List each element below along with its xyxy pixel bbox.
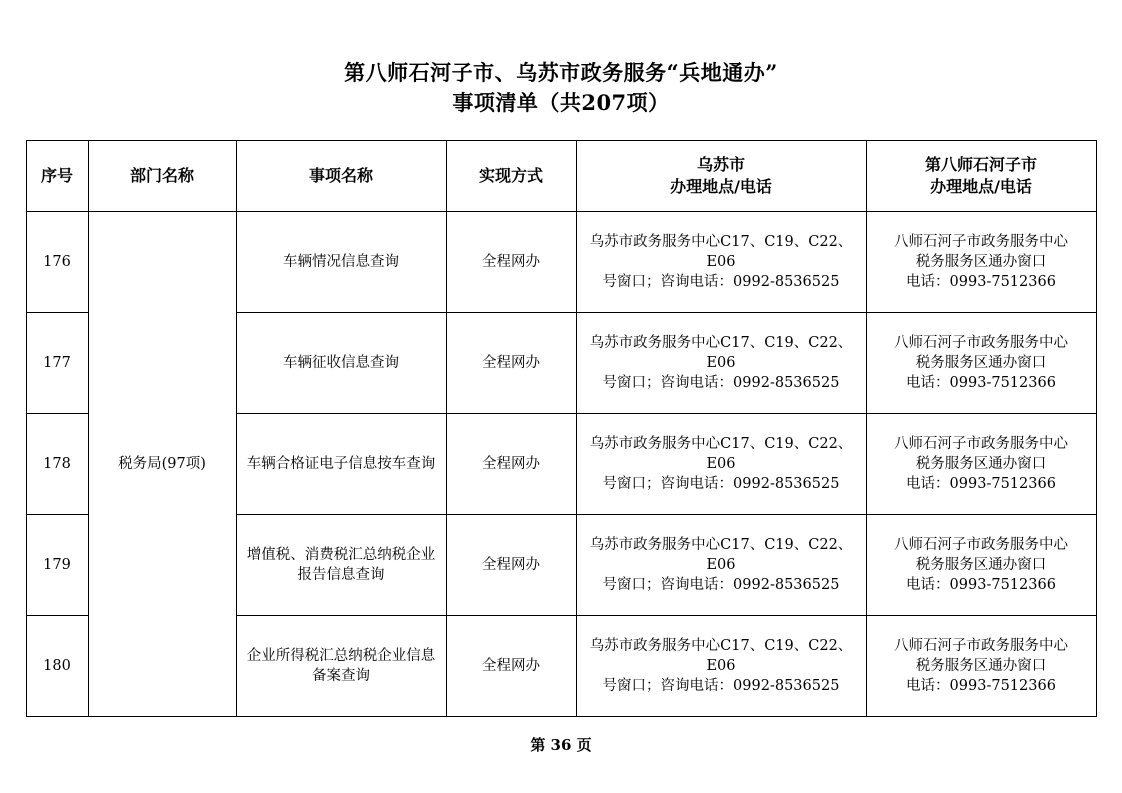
wusu-location-line-2: 号窗口；咨询电话：0992-8536525 [602,678,840,694]
item-name-line-1: 车辆征收信息查询 [283,355,399,371]
shihezi-location [866,212,1096,313]
wusu-location-line-2: 号窗口；咨询电话：0992-8536525 [602,476,840,492]
table-row [26,212,1096,313]
shihezi-location [866,313,1096,414]
shihezi-location-line-3: 电话：0993-7512366 [906,375,1056,391]
item-mode: 全程网办 [446,414,576,515]
header-shihezi-line-2: 办理地点/电话 [930,177,1032,196]
header-mode: 实现方式 [446,141,576,212]
wusu-location-line-1: 乌苏市政务服务中心C17、C19、C22、E06 [589,436,853,472]
item-mode: 全程网办 [446,515,576,616]
row-no: 180 [26,616,88,717]
shihezi-location [866,515,1096,616]
item-name-line-1: 增值税、消费税汇总纳税企业 [246,547,436,563]
wusu-location-line-1: 乌苏市政务服务中心C17、C19、C22、E06 [589,537,853,573]
item-name [236,313,446,414]
item-mode: 全程网办 [446,616,576,717]
header-no: 序号 [26,141,88,212]
shihezi-location-line-1: 八师石河子市政务服务中心 [894,335,1068,351]
item-name-line-1: 企业所得税汇总纳税企业信息 [246,648,436,664]
wusu-location [576,414,866,515]
wusu-location-line-1: 乌苏市政务服务中心C17、C19、C22、E06 [589,335,853,371]
item-name-line-1: 车辆情况信息查询 [283,254,399,270]
shihezi-location-line-1: 八师石河子市政务服务中心 [894,234,1068,250]
item-name [236,212,446,313]
shihezi-location-line-2: 税务服务区通办窗口 [915,658,1047,674]
shihezi-location-line-2: 税务服务区通办窗口 [915,254,1047,270]
table-header-row [26,141,1096,212]
header-wusu-line-1: 乌苏市 [696,155,745,174]
shihezi-location-line-1: 八师石河子市政务服务中心 [894,436,1068,452]
shihezi-location-line-2: 税务服务区通办窗口 [915,456,1047,472]
shihezi-location-line-3: 电话：0993-7512366 [906,678,1056,694]
shihezi-location-line-2: 税务服务区通办窗口 [915,557,1047,573]
row-no: 177 [26,313,88,414]
wusu-location-line-2: 号窗口；咨询电话：0992-8536525 [602,375,840,391]
items-table [26,140,1097,717]
shihezi-location-line-3: 电话：0993-7512366 [906,476,1056,492]
item-name [236,515,446,616]
page-title-line-2: 事项清单（共207项） [452,90,670,115]
page-title-line-1: 第八师石河子市、乌苏市政务服务“兵地通办” [344,60,778,85]
item-mode: 全程网办 [446,212,576,313]
row-no: 176 [26,212,88,313]
shihezi-location-line-1: 八师石河子市政务服务中心 [894,638,1068,654]
wusu-location [576,616,866,717]
shihezi-location-line-3: 电话：0993-7512366 [906,274,1056,290]
wusu-location [576,313,866,414]
shihezi-location [866,414,1096,515]
wusu-location-line-2: 号窗口；咨询电话：0992-8536525 [602,577,840,593]
page-number: 第 36 页 [530,736,592,754]
row-no: 179 [26,515,88,616]
wusu-location-line-1: 乌苏市政务服务中心C17、C19、C22、E06 [589,234,853,270]
header-wusu [576,141,866,212]
item-name [236,616,446,717]
item-name-line-2: 备案查询 [312,668,370,684]
shihezi-location-line-3: 电话：0993-7512366 [906,577,1056,593]
item-name-line-2: 报告信息查询 [297,567,385,583]
item-name [236,414,446,515]
dept-name-cell: 税务局(97项) [88,212,236,717]
item-mode: 全程网办 [446,313,576,414]
header-shihezi-line-1: 第八师石河子市 [924,155,1037,174]
header-item: 事项名称 [236,141,446,212]
header-shihezi [866,141,1096,212]
shihezi-location [866,616,1096,717]
header-wusu-line-2: 办理地点/电话 [670,177,772,196]
wusu-location [576,212,866,313]
row-no: 178 [26,414,88,515]
wusu-location [576,515,866,616]
shihezi-location-line-1: 八师石河子市政务服务中心 [894,537,1068,553]
item-name-line-1: 车辆合格证电子信息按车查询 [246,456,436,472]
header-dept: 部门名称 [88,141,236,212]
wusu-location-line-2: 号窗口；咨询电话：0992-8536525 [602,274,840,290]
shihezi-location-line-2: 税务服务区通办窗口 [915,355,1047,371]
page-title [0,0,1122,118]
wusu-location-line-1: 乌苏市政务服务中心C17、C19、C22、E06 [589,638,853,674]
